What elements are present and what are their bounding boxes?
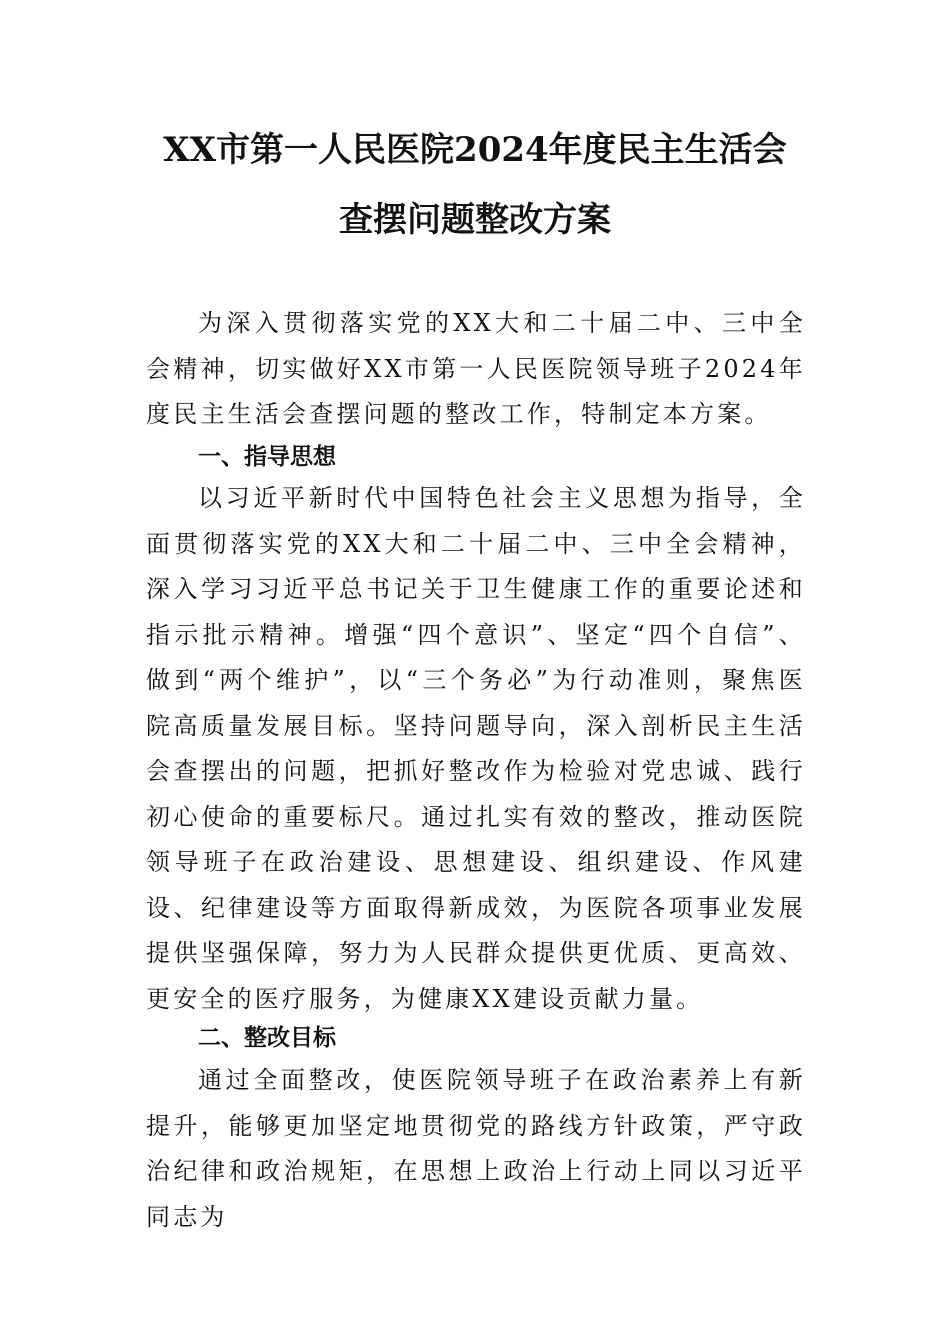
section-heading-guiding-ideology: 一、指导思想 [198,444,336,470]
section-body-guiding-ideology: 以习近平新时代中国特色社会主义思想为指导，全面贯彻落实党的XX大和二十届二中、三中全会精神，深入学习习近平总书记关于卫生健康工作的重要论述和指示批示精神。增强“四个意识”、坚定“四个自信”、做到“两个维护”，以“三个务必”为行动准则，聚焦医院高质量发展目标。坚持问题导向，深入剖析民主生活会查摆出的问题，把抓好整改作为检验对党忠诚、践行初心使命的重要标尺。通过扎实有效的整改，推动医院领导班子在政治建设、思想建设、组织建设、作风建设、纪律建设等方面取得新成效，为医院各项事业发展提供坚强保障，努力为人民群众提供更优质、更高效、更安全的医疗服务，为健康XX建设贡献力量。 [146,484,806,1013]
section-body-rectification-goals: 通过全面整改，使医院领导班子在政治素养上有新提升，能够更加坚定地贯彻党的路线方针政策，严守政治纪律和政治规矩，在思想上政治上行动上同以习近平同志为 [146,1066,806,1231]
section-heading-rectification-goals: 二、整改目标 [198,1025,336,1051]
intro-paragraph: 为深入贯彻落实党的XX大和二十届二中、三中全会精神，切实做好XX市第一人民医院领导班子2024年度民主生活会查摆问题的整改工作，特制定本方案。 [146,309,806,428]
document-title-line-1: XX市第一人民医院2024年度民主生活会 [163,130,787,170]
document-title-line-2: 查摆问题整改方案 [339,200,611,240]
